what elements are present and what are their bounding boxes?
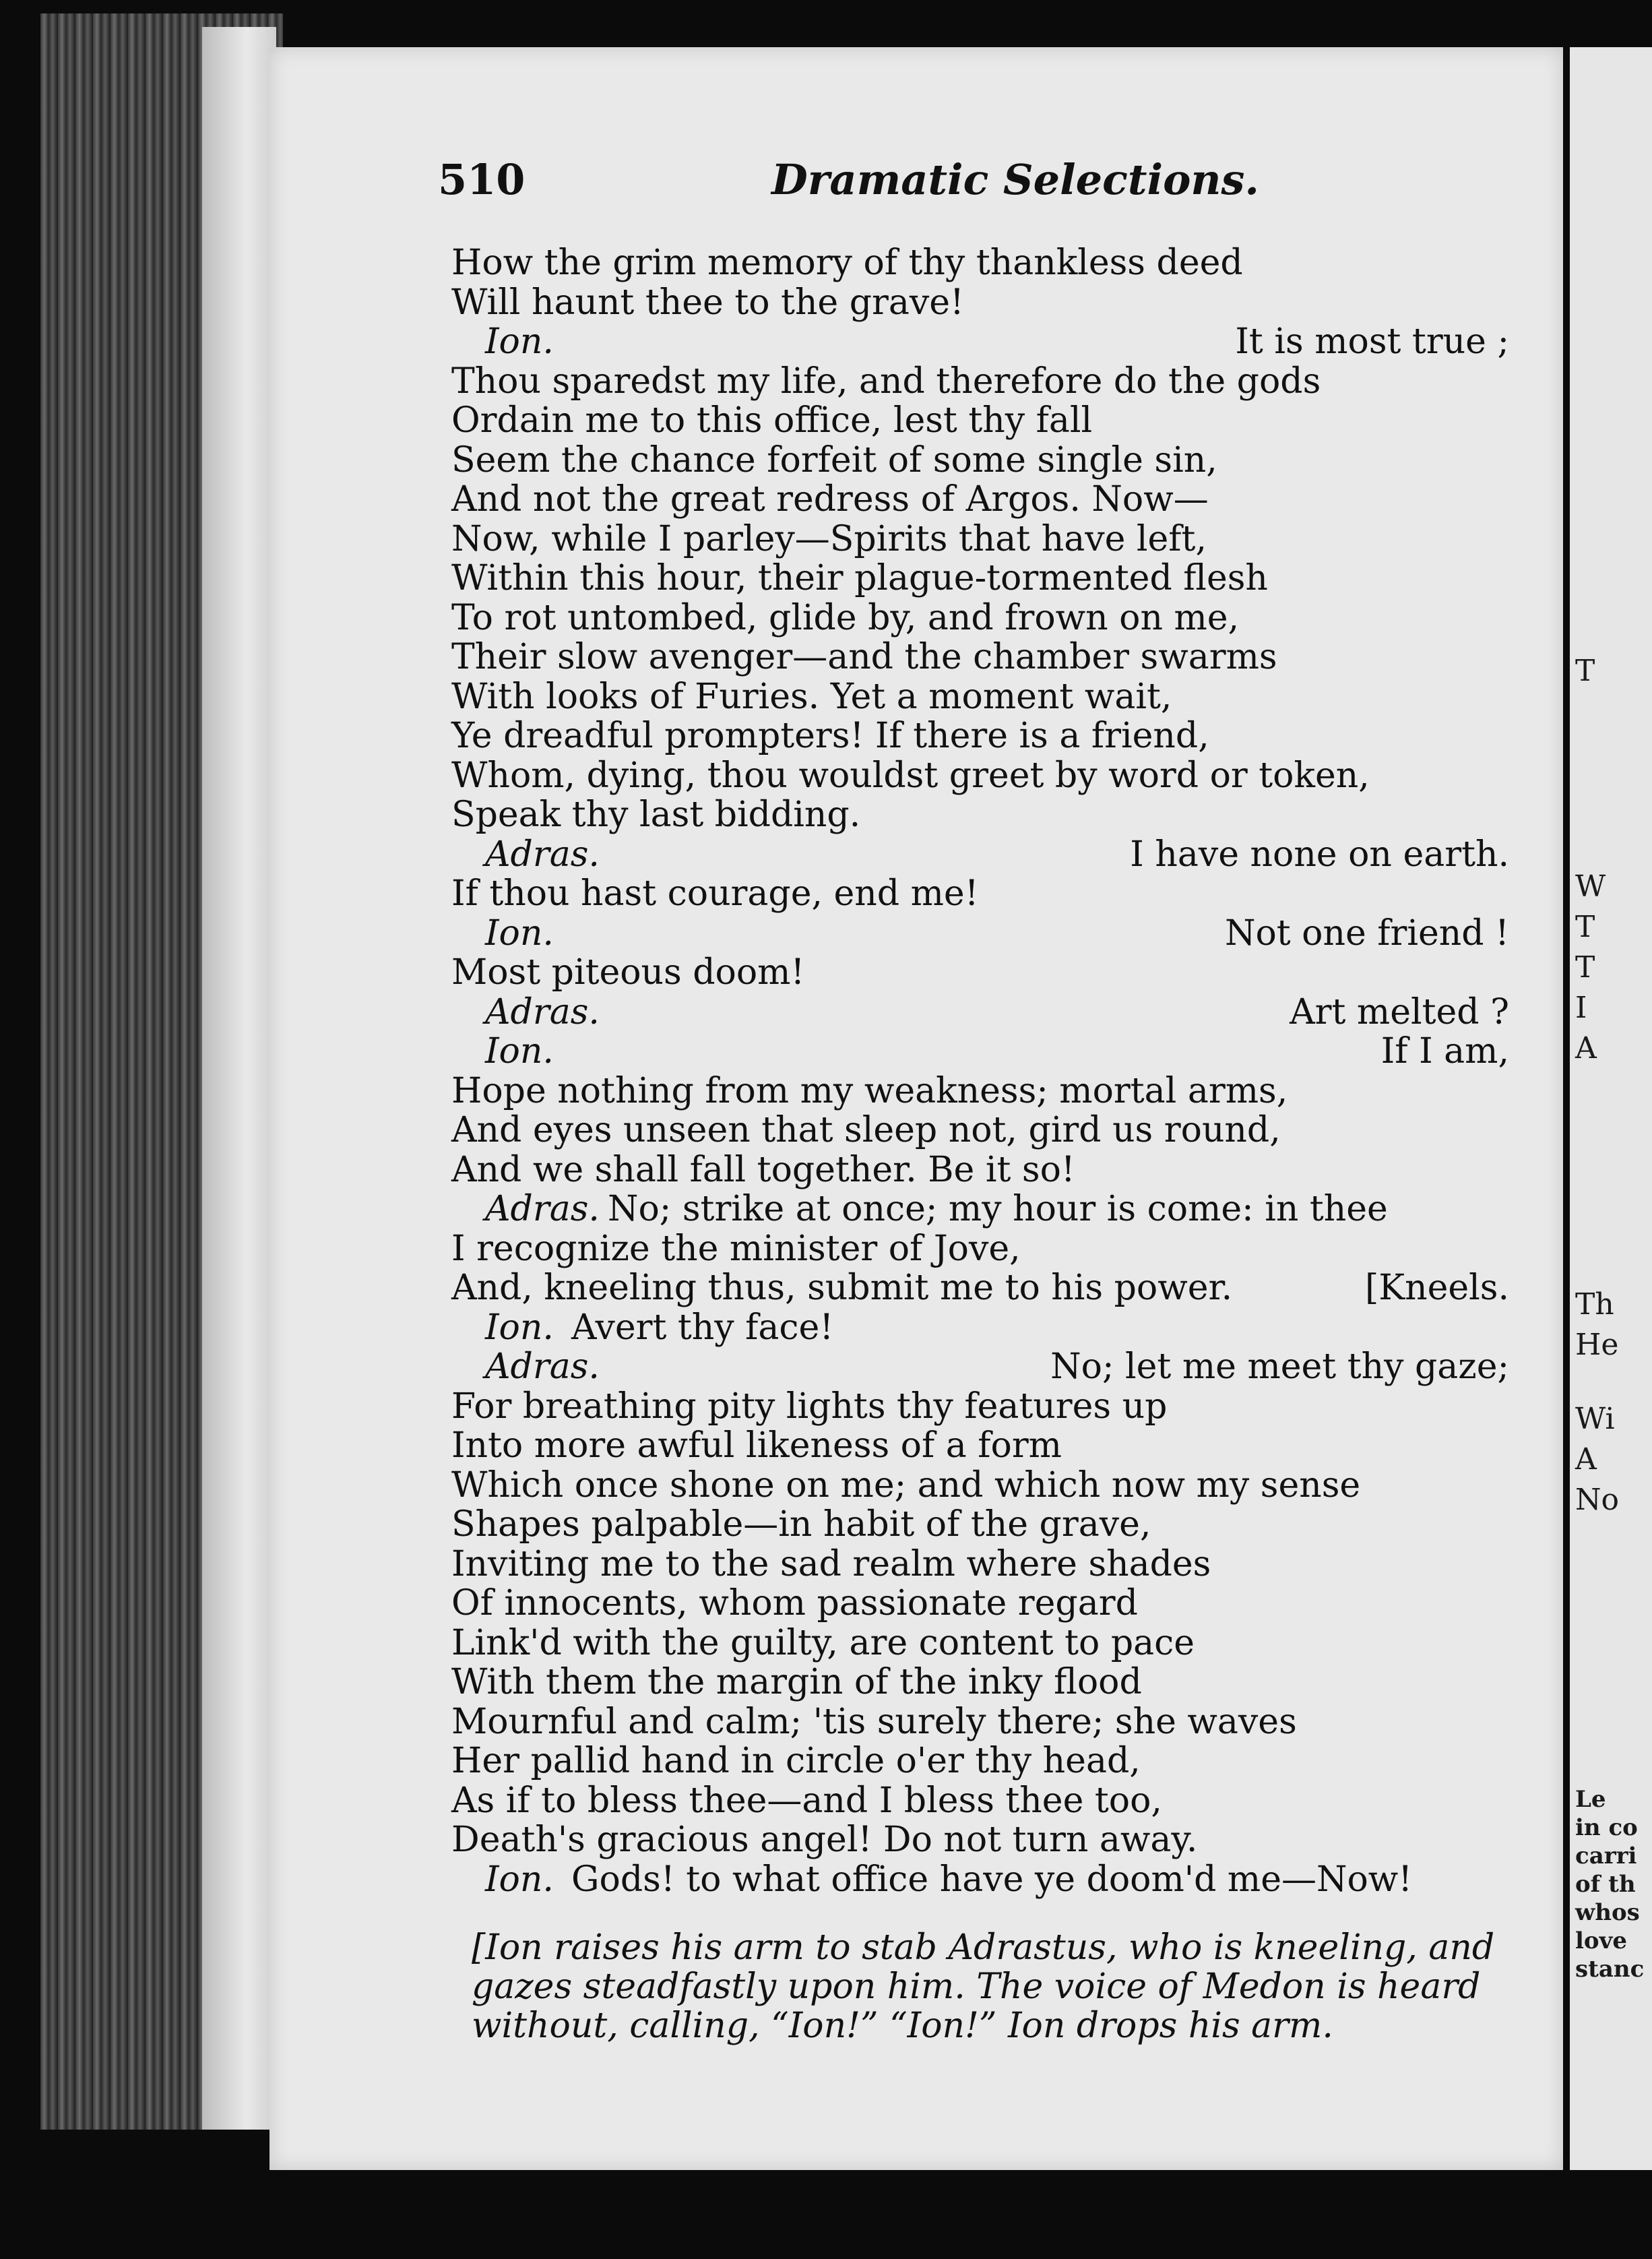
verse-text: Inviting me to the sad realm where shades <box>451 1543 1211 1584</box>
verse-text: Link'd with the guilty, are content to pace <box>451 1622 1195 1663</box>
verse-line <box>269 834 1563 875</box>
speaker-name: Adras. <box>485 1347 600 1387</box>
verse-text: With them the margin of the inky flood <box>451 1662 1142 1702</box>
verse-line <box>269 795 1563 835</box>
facing-page-text: A <box>1575 1442 1597 1477</box>
verse-text: Within this hour, their plague-tormented flesh <box>451 558 1268 598</box>
verse-text: Avert thy face! <box>571 1307 834 1348</box>
verse-text: Ye dreadful prompters! If there is a friend, <box>451 716 1209 756</box>
facing-page-text: Wi <box>1575 1402 1615 1436</box>
facing-page-note: whos <box>1575 1899 1640 1926</box>
verse-line <box>269 716 1563 756</box>
verse-text: Now, while I parley—Spirits that have left, <box>451 518 1207 559</box>
verse-text-right: If I am, <box>1380 1031 1509 1072</box>
speaker-name: Ion. <box>485 1031 554 1072</box>
page-stack-edge-highlight <box>202 27 276 2130</box>
verse-line <box>269 1820 1563 1860</box>
verse-line <box>269 1347 1563 1387</box>
verse-line <box>269 1544 1563 1584</box>
verse-line <box>269 1583 1563 1623</box>
verse-line <box>269 637 1563 677</box>
verse-line <box>269 873 1563 914</box>
verse-text: To rot untombed, glide by, and frown on me, <box>451 597 1240 638</box>
verse-text: Speak thy last bidding. <box>451 795 861 835</box>
speaker-name: Adras. <box>485 834 600 875</box>
facing-page-text: He <box>1575 1328 1619 1362</box>
verse-text: Death's gracious angel! Do not turn away. <box>451 1820 1198 1860</box>
facing-page-fragment <box>1570 47 1652 2170</box>
speaker-name: Adras. <box>485 991 600 1032</box>
facing-page-text: No <box>1575 1483 1619 1517</box>
verse-text: Mournful and calm; 'tis surely there; she waves <box>451 1701 1297 1742</box>
verse-line <box>269 558 1563 598</box>
verse-line <box>269 1504 1563 1545</box>
verse-text: Of innocents, whom passionate regard <box>451 1583 1138 1623</box>
verse-line <box>269 755 1563 796</box>
verse-text: Will haunt thee to the grave! <box>451 282 964 323</box>
verse-line <box>269 282 1563 323</box>
running-title: Dramatic Selections. <box>771 155 1259 204</box>
verse-text-right: Art melted ? <box>1290 991 1509 1032</box>
verse-text: And we shall fall together. Be it so! <box>451 1149 1075 1190</box>
verse-line <box>269 913 1563 954</box>
verse-text: Seem the chance forfeit of some single sin, <box>451 439 1217 481</box>
verse-line <box>269 1229 1563 1269</box>
verse-line <box>269 1702 1563 1742</box>
verse-text: Shapes palpable—in habit of the grave, <box>451 1504 1151 1545</box>
verse-text-right: [Kneels. <box>1364 1268 1509 1308</box>
verse-line <box>269 519 1563 559</box>
facing-page-note: of th <box>1575 1871 1636 1898</box>
facing-page-text: T <box>1575 910 1595 944</box>
verse-line <box>269 1781 1563 1821</box>
facing-page-note: carri <box>1575 1843 1637 1869</box>
verse-text: Most piteous doom! <box>451 952 805 993</box>
speaker-name: Ion. <box>485 1307 554 1348</box>
facing-page-note: love <box>1575 1927 1627 1954</box>
verse-text: And, kneeling thus, submit me to his power. <box>451 1268 1233 1308</box>
verse-line <box>269 361 1563 402</box>
stage-direction-line: gazes steadfastly upon him. The voice of Medon is heard <box>472 1967 1481 2007</box>
verse-text: For breathing pity lights thy features up <box>451 1386 1168 1427</box>
verse-line <box>269 440 1563 481</box>
verse-line <box>269 598 1563 638</box>
verse-text: Their slow avenger—and the chamber swarms <box>451 637 1277 677</box>
verse-line <box>269 1741 1563 1781</box>
verse-line <box>269 1189 1563 1229</box>
verse-text: Her pallid hand in circle o'er thy head, <box>451 1741 1141 1781</box>
facing-page-note: Le <box>1575 1786 1606 1813</box>
facing-page-text: T <box>1575 950 1595 985</box>
facing-page-text: W <box>1575 869 1606 904</box>
verse-text: Which once shone on me; and which now my sense <box>451 1464 1361 1506</box>
verse-line <box>269 1307 1563 1348</box>
verse-text: How the grim memory of thy thankless deed <box>451 243 1243 283</box>
verse-text-right: I have none on earth. <box>1130 834 1509 875</box>
facing-page-text: Th <box>1575 1287 1614 1322</box>
verse-text: Gods! to what office have ye doom'd me—Now! <box>571 1859 1413 1900</box>
verse-line <box>269 479 1563 520</box>
verse-text: With looks of Furies. Yet a moment wait, <box>451 676 1172 717</box>
verse-line <box>269 1662 1563 1702</box>
facing-page-note: stanc <box>1575 1956 1645 1983</box>
verse-text: If thou hast courage, end me! <box>451 873 979 914</box>
verse-text-right: Not one friend ! <box>1224 912 1509 954</box>
verse-text: Into more awful likeness of a form <box>451 1425 1062 1466</box>
verse-text: No; strike at once; my hour is come: in thee <box>608 1189 1388 1229</box>
verse-line <box>269 1859 1563 1900</box>
verse-line <box>269 321 1563 362</box>
verse-line <box>269 1150 1563 1190</box>
speaker-name: Adras. <box>485 1189 600 1229</box>
verse-line <box>269 1465 1563 1506</box>
verse-line <box>269 1031 1563 1072</box>
verse-text: Ordain me to this office, lest thy fall <box>451 400 1093 441</box>
verse-text: Hope nothing from my weakness; mortal arms, <box>451 1070 1288 1111</box>
facing-page-text: I <box>1575 991 1587 1025</box>
verse-text: As if to bless thee—and I bless thee too, <box>451 1780 1162 1821</box>
verse-text: Thou sparedst my life, and therefore do the gods <box>451 361 1321 402</box>
verse-line <box>269 1623 1563 1663</box>
verse-line <box>269 1425 1563 1466</box>
stage-direction-line: without, calling, “Ion!” “Ion!” Ion drops his arm. <box>472 2006 1333 2046</box>
verse-line <box>269 1071 1563 1111</box>
speaker-name: Ion. <box>485 912 554 954</box>
verse-text-right: No; let me meet thy gaze; <box>1050 1347 1509 1387</box>
verse-line <box>269 1110 1563 1150</box>
speaker-name: Ion. <box>485 1859 554 1900</box>
facing-page-text: A <box>1575 1031 1597 1065</box>
verse-line <box>269 952 1563 993</box>
verse-text: And not the great redress of Argos. Now— <box>451 479 1209 520</box>
verse-line <box>269 400 1563 441</box>
facing-page-text: T <box>1575 654 1595 688</box>
facing-page-note: in co <box>1575 1814 1638 1841</box>
verse-text: I recognize the minister of Jove, <box>451 1228 1021 1269</box>
book-page <box>269 47 1563 2170</box>
verse-line <box>269 1268 1563 1308</box>
page-number: 510 <box>438 155 526 204</box>
verse-text: And eyes unseen that sleep not, gird us round, <box>451 1110 1281 1150</box>
speaker-name: Ion. <box>485 321 554 362</box>
verse-line <box>269 677 1563 717</box>
verse-line <box>269 992 1563 1032</box>
verse-text-right: It is most true ; <box>1235 321 1509 362</box>
verse-text: Whom, dying, thou wouldst greet by word or token, <box>451 755 1370 796</box>
verse-line <box>269 243 1563 283</box>
stage-direction-line: [Ion raises his arm to stab Adrastus, who is kneeling, and <box>472 1927 1495 1968</box>
verse-line <box>269 1386 1563 1427</box>
